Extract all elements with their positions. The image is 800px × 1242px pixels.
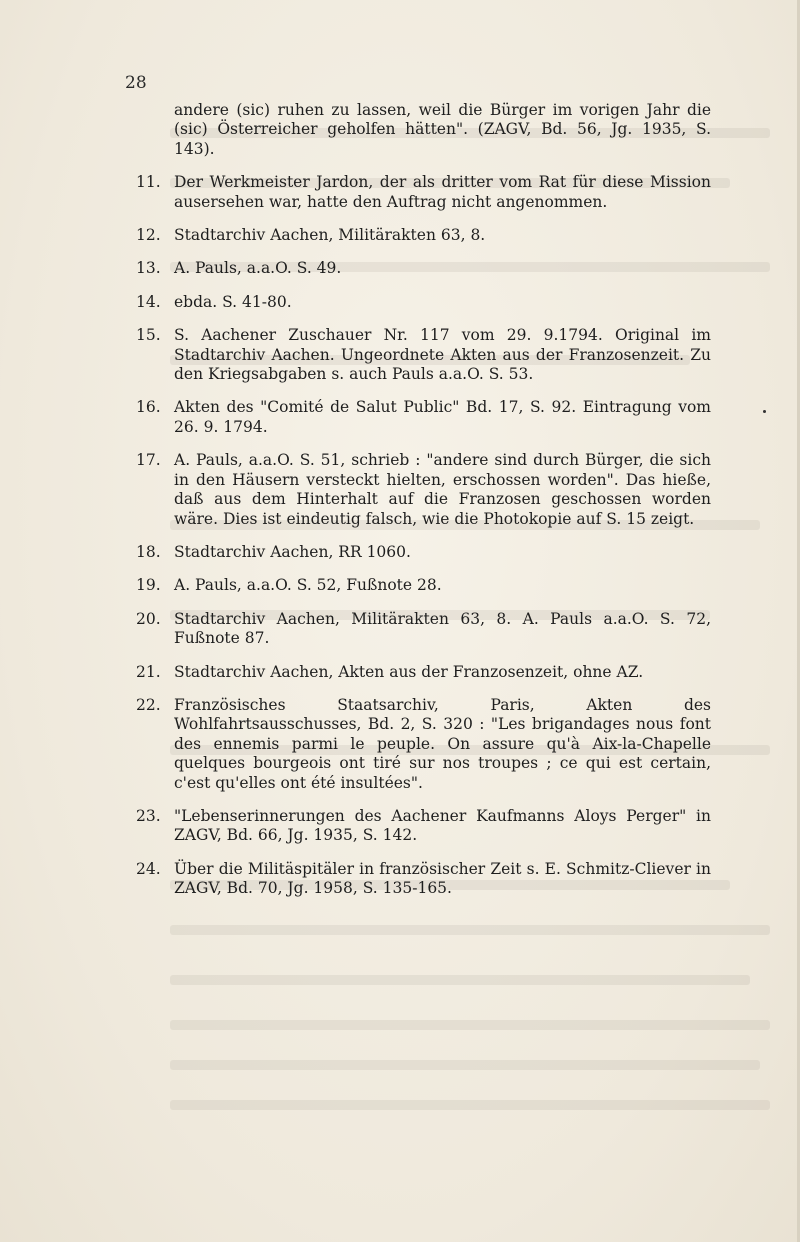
footnote-20 [136,610,711,649]
footnote-11 [136,173,711,212]
paper-speck [763,410,766,413]
footnote-text: Stadtarchiv Aachen, Militärakten 63, 8. A. Pauls a.a.O. S. 72, Fußnote 87. [174,609,711,648]
footnote-16 [136,398,711,437]
footnote-text: A. Pauls, a.a.O. S. 51, schrieb : "andere sind durch Bürger, die sich in den Häusern versteckt hielten, erschossen worden". Das hieße, daß aus dem Hinterhalt auf die Franzosen geschossen worden wäre. Dies ist eindeutig falsch, wie die Photokopie auf S. 15 zeigt. [174,451,711,528]
footnote-14 [136,293,711,312]
footnote-24 [136,860,711,899]
footnote-number: 16. [136,398,161,417]
footnote-text: ebda. S. 41-80. [174,292,292,311]
footnote-text: Stadtarchiv Aachen, RR 1060. [174,542,411,561]
footnote-text: Akten des "Comité de Salut Public" Bd. 17, S. 92. Eintragung vom 26. 9. 1794. [174,398,711,436]
footnote-number: 19. [136,576,161,595]
footnote-text: Der Werkmeister Jardon, der als dritter vom Rat für diese Mission ausersehen war, hatte den Auftrag nicht angenommen. [174,173,711,211]
footnote-text: Französisches Staatsarchiv, Paris, Akten des Wohlfahrtsausschusses, Bd. 2, S. 320 : "Les brigandages nous font des ennemis parmi le peuple. On assure qu'à Aix-la-Chapelle quelques bourgeois ont tiré sur nos troupes ; ce qui est certain, c'est qu'elles ont été insultées". [174,695,711,792]
footnote-number: 17. [136,451,161,470]
footnote-number: 21. [136,662,161,681]
footnote-number: 18. [136,542,161,561]
footnote-number: 12. [136,226,161,245]
continuation-paragraph: andere (sic) ruhen zu lassen, weil die Bürger im vorigen Jahr die (sic) Österreicher geholfen hätten". (ZAGV, Bd. 56, Jg. 1935, S. 143). [174,101,711,158]
footnote-23 [136,807,711,846]
footnote-12 [136,226,711,245]
footnote-22 [136,696,711,793]
footnotes-block [136,101,711,913]
footnote-number: 23. [136,806,161,825]
footnote-number: 24. [136,859,161,878]
footnote-number: 15. [136,326,161,345]
footnote-text: "Lebenserinnerungen des Aachener Kaufmanns Aloys Perger" in ZAGV, Bd. 66, Jg. 1935, S. 142. [174,806,711,845]
footnote-number: 22. [136,695,161,714]
footnote-text: Stadtarchiv Aachen, Akten aus der Franzosenzeit, ohne AZ. [174,662,644,681]
footnote-number: 20. [136,609,161,628]
page-number: 28 [125,73,147,93]
footnote-text: A. Pauls, a.a.O. S. 49. [174,259,342,278]
footnote-18 [136,543,711,562]
footnote-text: S. Aachener Zuschauer Nr. 117 vom 29. 9.1794. Original im Stadtarchiv Aachen. Ungeordnete Akten aus der Franzosenzeit. Zu den Kriegsabgaben s. auch Pauls a.a.O. S. 53. [174,326,711,384]
footnote-21 [136,663,711,682]
footnote-17 [136,451,711,529]
footnote-text: Über die Militäspitäler in französischer Zeit s. E. Schmitz-Cliever in ZAGV, Bd. 70, Jg. 1958, S. 135-165. [174,859,711,898]
footnote-number: 13. [136,259,161,278]
footnote-19 [136,576,711,595]
footnote-13 [136,259,711,278]
footnote-number: 11. [136,173,161,192]
footnote-text: Stadtarchiv Aachen, Militärakten 63, 8. [174,226,486,245]
footnote-number: 14. [136,292,161,311]
footnote-text: A. Pauls, a.a.O. S. 52, Fußnote 28. [174,576,442,595]
footnote-15 [136,326,711,384]
